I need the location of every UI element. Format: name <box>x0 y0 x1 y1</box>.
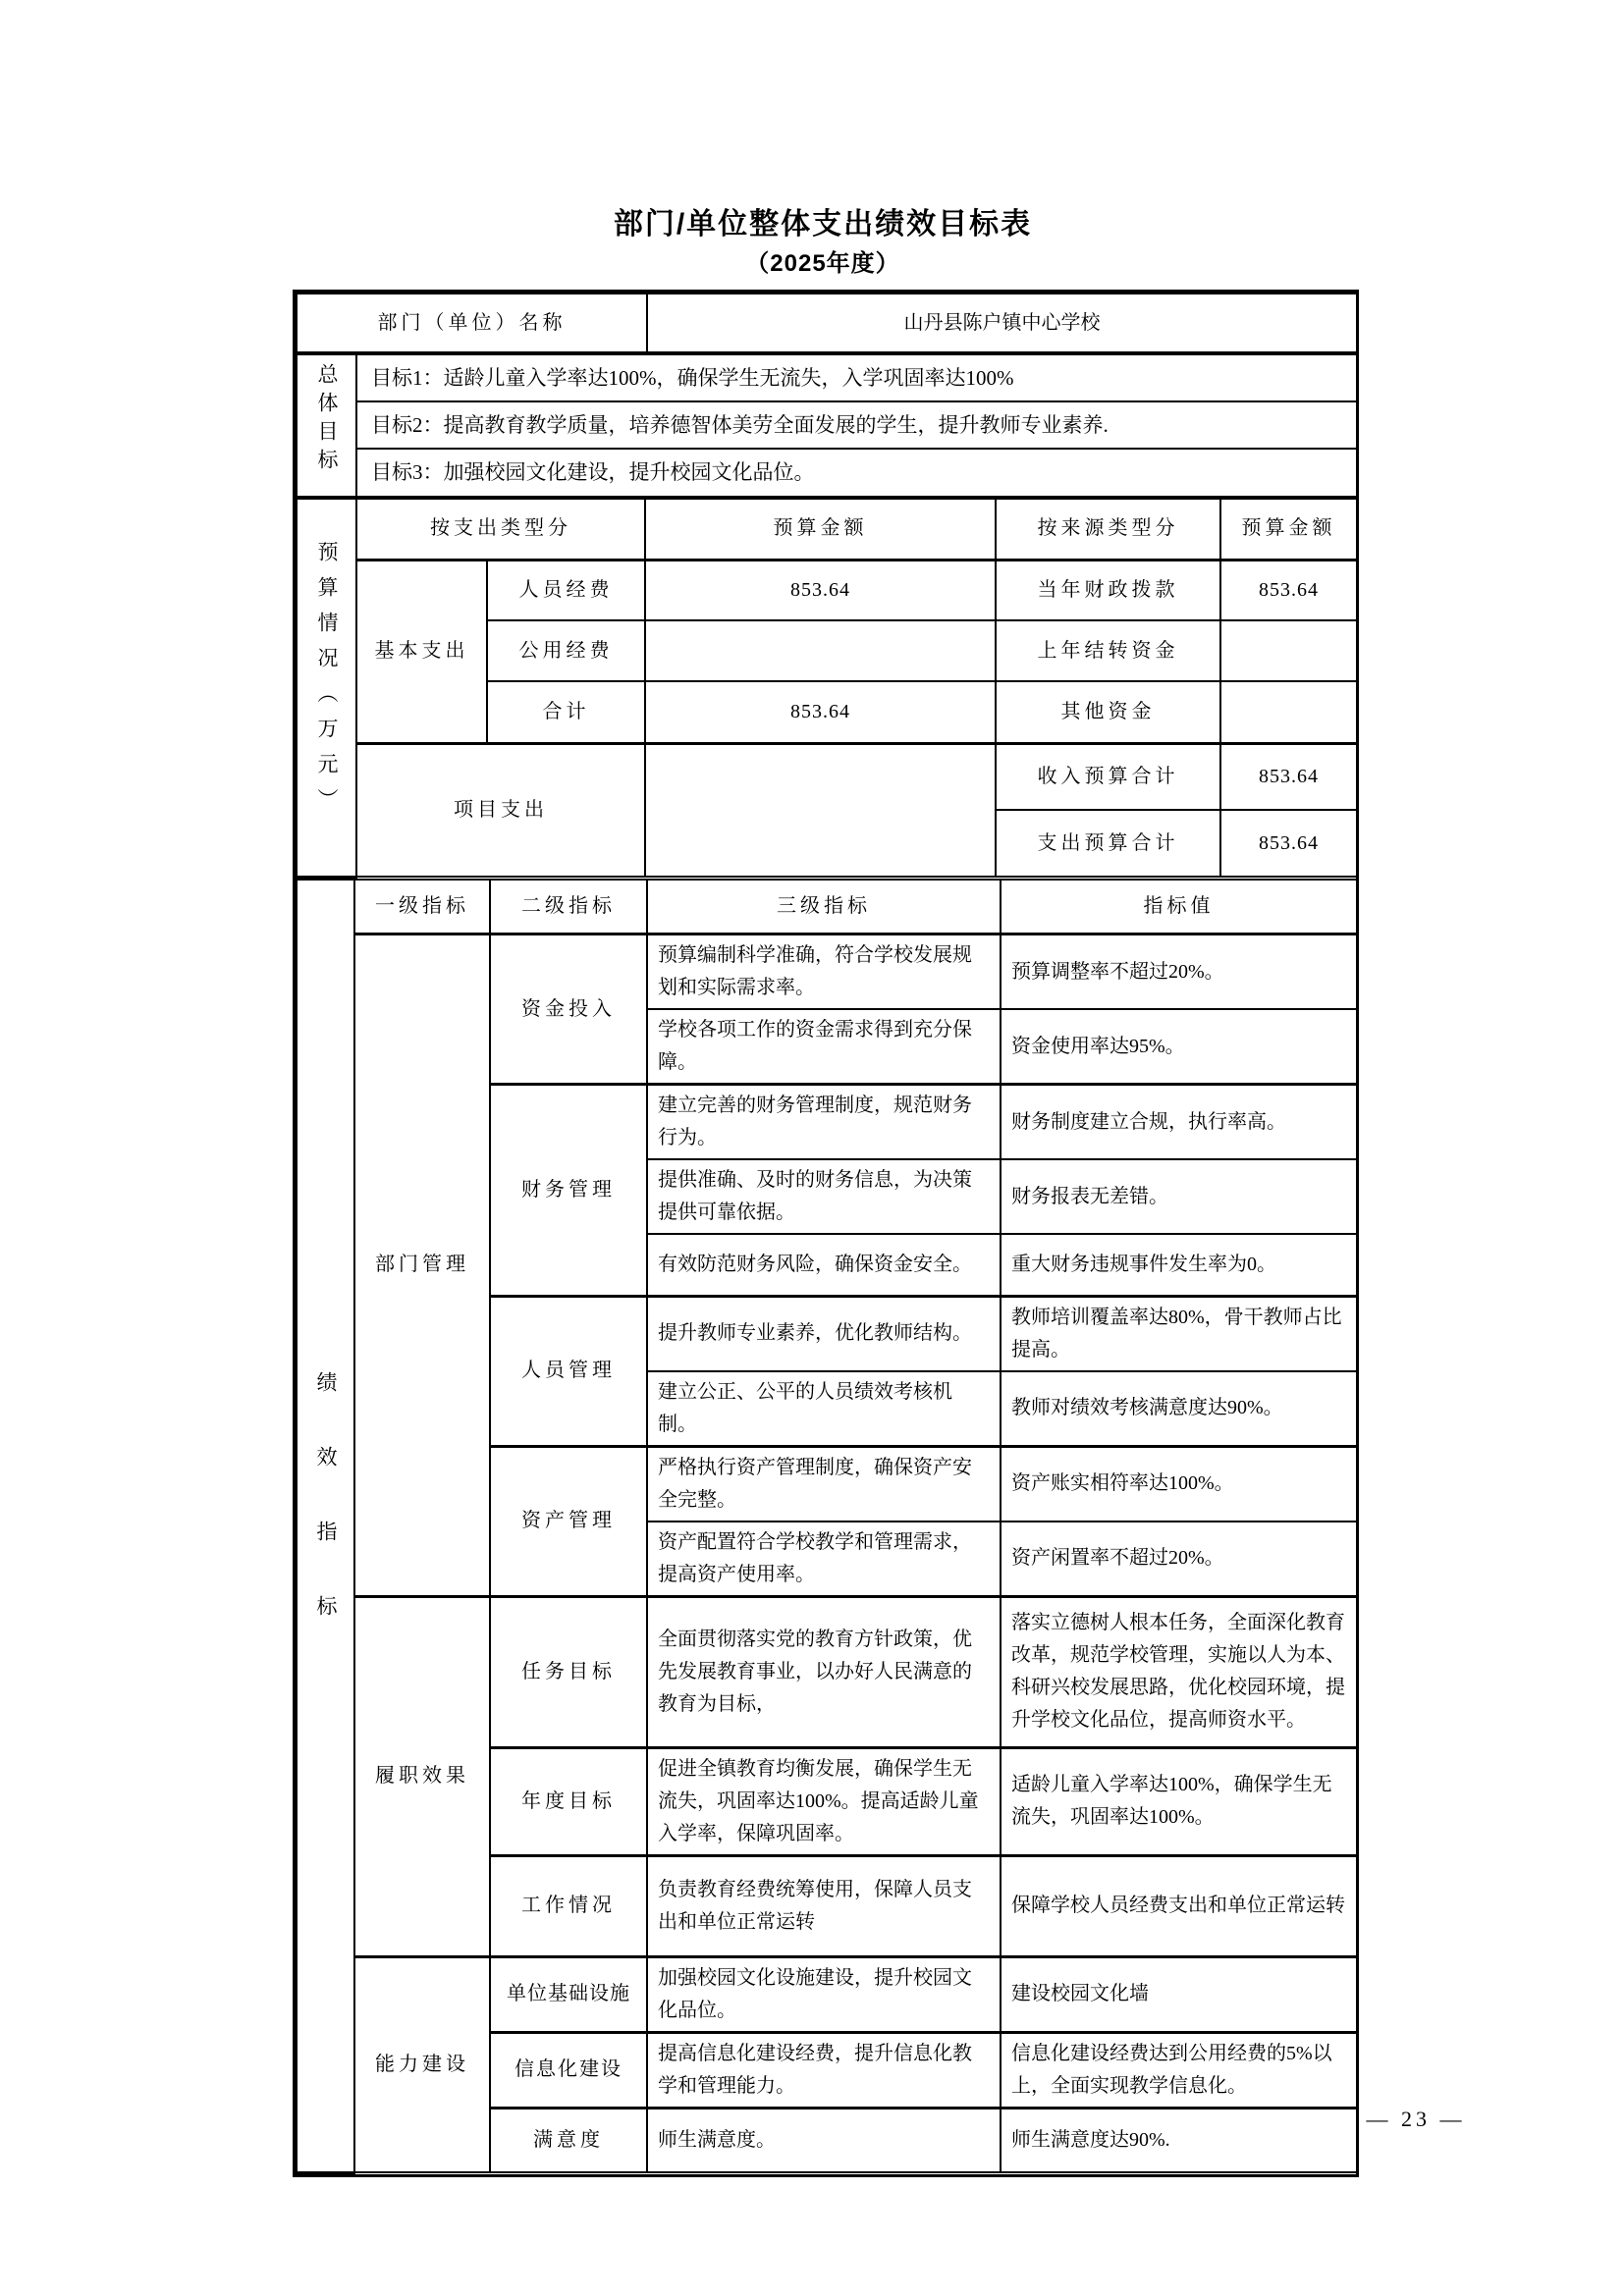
level1-capacity-building: 能力建设 <box>354 1956 490 2172</box>
perf-header-level2: 二级指标 <box>490 880 647 934</box>
indicator-level3: 建立完善的财务管理制度，规范财务行为。 <box>647 1085 1001 1160</box>
indicator-value: 保障学校人员经费支出和单位正常运转 <box>1001 1855 1357 1956</box>
basic-item-name-3: 合计 <box>487 681 645 743</box>
level2-satisfaction: 满意度 <box>490 2108 647 2172</box>
document-header <box>293 208 1353 279</box>
basic-expenditure-label: 基本支出 <box>356 560 487 743</box>
indicator-level3: 建立公正、公平的人员绩效考核机制。 <box>647 1371 1001 1447</box>
indicator-level3: 全面贯彻落实党的教育方针政策，优先发展教育事业，以办好人民满意的教育为目标， <box>647 1596 1001 1747</box>
source-amount-2 <box>1220 620 1357 681</box>
goal-item-1: 目标1：适龄儿童入学率达100%，确保学生无流失，入学巩固率达100% <box>356 354 1357 401</box>
level1-dept-management: 部门管理 <box>354 934 490 1597</box>
source-amount-3 <box>1220 681 1357 743</box>
indicator-level3: 提高信息化建设经费，提升信息化教学和管理能力。 <box>647 2032 1001 2108</box>
indicator-level3: 严格执行资产管理制度，确保资产安全完整。 <box>647 1446 1001 1522</box>
goal-item-3: 目标3：加强校园文化建设，提升校园文化品位。 <box>356 449 1357 497</box>
total-name-2: 支出预算合计 <box>996 810 1220 877</box>
level2-unit-infrastructure: 单位基础设施 <box>490 1956 647 2032</box>
level2-personnel-management: 人员管理 <box>490 1296 647 1446</box>
indicator-value: 适龄儿童入学率达100%，确保学生无流失，巩固率达100%。 <box>1001 1747 1357 1855</box>
source-amount-1: 853.64 <box>1220 560 1357 620</box>
indicator-value: 信息化建设经费达到公用经费的5%以上，全面实现教学信息化。 <box>1001 2032 1357 2108</box>
total-amount-1: 853.64 <box>1220 743 1357 810</box>
performance-target-table <box>293 290 1359 2177</box>
indicator-level3: 学校各项工作的资金需求得到充分保障。 <box>647 1009 1001 1085</box>
page-subtitle: （2025年度） <box>745 250 900 277</box>
indicator-value: 资产账实相符率达100%。 <box>1001 1446 1357 1522</box>
source-name-3: 其他资金 <box>996 681 1220 743</box>
budget-section-label <box>297 499 356 877</box>
level2-funding-input: 资金投入 <box>490 934 647 1085</box>
budget-section-label-text: 预算情况（万元） <box>315 540 339 824</box>
budget-header-amount-right: 预算金额 <box>1220 499 1357 560</box>
dept-name-value: 山丹县陈户镇中心学校 <box>647 294 1357 352</box>
basic-item-name-2: 公用经费 <box>487 620 645 681</box>
indicator-level3: 负责教育经费统筹使用，保障人员支出和单位正常运转 <box>647 1855 1001 1956</box>
budget-header-amount-left: 预算金额 <box>645 499 996 560</box>
indicator-value: 师生满意度达90%. <box>1001 2108 1357 2172</box>
indicator-value: 建设校园文化墙 <box>1001 1956 1357 2032</box>
indicator-level3: 加强校园文化设施建设，提升校园文化品位。 <box>647 1956 1001 2032</box>
source-name-1: 当年财政拨款 <box>996 560 1220 620</box>
project-expenditure-amount <box>645 743 996 877</box>
basic-item-amount-1: 853.64 <box>645 560 996 620</box>
level1-duty-performance: 履职效果 <box>354 1596 490 1956</box>
performance-table <box>296 879 1358 2174</box>
indicator-level3: 资产配置符合学校教学和管理需求，提高资产使用率。 <box>647 1522 1001 1597</box>
level2-informatization: 信息化建设 <box>490 2032 647 2108</box>
indicator-level3: 预算编制科学准确，符合学校发展规划和实际需求率。 <box>647 934 1001 1010</box>
basic-item-amount-2 <box>645 620 996 681</box>
level2-work-situation: 工作情况 <box>490 1855 647 1956</box>
budget-header-by-source: 按来源类型分 <box>996 499 1220 560</box>
dept-name-table <box>296 293 1358 353</box>
page-number: — 23 — <box>1366 2107 1466 2131</box>
source-name-2: 上年结转资金 <box>996 620 1220 681</box>
performance-section-label <box>297 880 354 2173</box>
level2-annual-goal: 年度目标 <box>490 1747 647 1855</box>
basic-item-amount-3: 853.64 <box>645 681 996 743</box>
perf-header-value: 指标值 <box>1001 880 1357 934</box>
project-expenditure-label: 项目支出 <box>356 743 645 877</box>
performance-section-label-text: 绩效指标 <box>314 1370 338 1670</box>
overall-goals-label-text: 总体目标 <box>315 363 339 477</box>
level2-asset-management: 资产管理 <box>490 1446 647 1596</box>
indicator-value: 预算调整率不超过20%。 <box>1001 934 1357 1010</box>
indicator-value: 资产闲置率不超过20%。 <box>1001 1522 1357 1597</box>
indicator-value: 资金使用率达95%。 <box>1001 1009 1357 1085</box>
dept-name-label: 部门（单位）名称 <box>297 294 647 352</box>
total-amount-2: 853.64 <box>1220 810 1357 877</box>
perf-header-level3: 三级指标 <box>647 880 1001 934</box>
overall-goals-label <box>297 354 356 497</box>
indicator-value: 教师培训覆盖率达80%，骨干教师占比提高。 <box>1001 1296 1357 1371</box>
indicator-level3: 提升教师专业素养，优化教师结构。 <box>647 1296 1001 1371</box>
page-title: 部门/单位整体支出绩效目标表 <box>613 208 1033 240</box>
basic-item-name-1: 人员经费 <box>487 560 645 620</box>
indicator-level3: 有效防范财务风险，确保资金安全。 <box>647 1234 1001 1296</box>
indicator-level3: 提供准确、及时的财务信息，为决策提供可靠依据。 <box>647 1159 1001 1234</box>
level2-task-goal: 任务目标 <box>490 1596 647 1747</box>
indicator-value: 重大财务违规事件发生率为0。 <box>1001 1234 1357 1296</box>
indicator-value: 教师对绩效考核满意度达90%。 <box>1001 1371 1357 1447</box>
indicator-value: 落实立德树人根本任务，全面深化教育改革，规范学校管理，实施以人为本、科研兴校发展思路，优化校园环境，提升学校文化品位，提高师资水平。 <box>1001 1596 1357 1747</box>
perf-header-level1: 一级指标 <box>354 880 490 934</box>
indicator-level3: 师生满意度。 <box>647 2108 1001 2172</box>
indicator-level3: 促进全镇教育均衡发展，确保学生无流失，巩固率达100%。提高适龄儿童入学率，保障巩固率。 <box>647 1747 1001 1855</box>
indicator-value: 财务报表无差错。 <box>1001 1159 1357 1234</box>
indicator-value: 财务制度建立合规，执行率高。 <box>1001 1085 1357 1160</box>
budget-header-by-expenditure: 按支出类型分 <box>356 499 645 560</box>
level2-finance-management: 财务管理 <box>490 1085 647 1297</box>
goal-item-2: 目标2：提高教育教学质量，培养德智体美劳全面发展的学生，提升教师专业素养. <box>356 401 1357 449</box>
budget-table <box>296 498 1358 879</box>
total-name-1: 收入预算合计 <box>996 743 1220 810</box>
overall-goals-table <box>296 353 1358 498</box>
